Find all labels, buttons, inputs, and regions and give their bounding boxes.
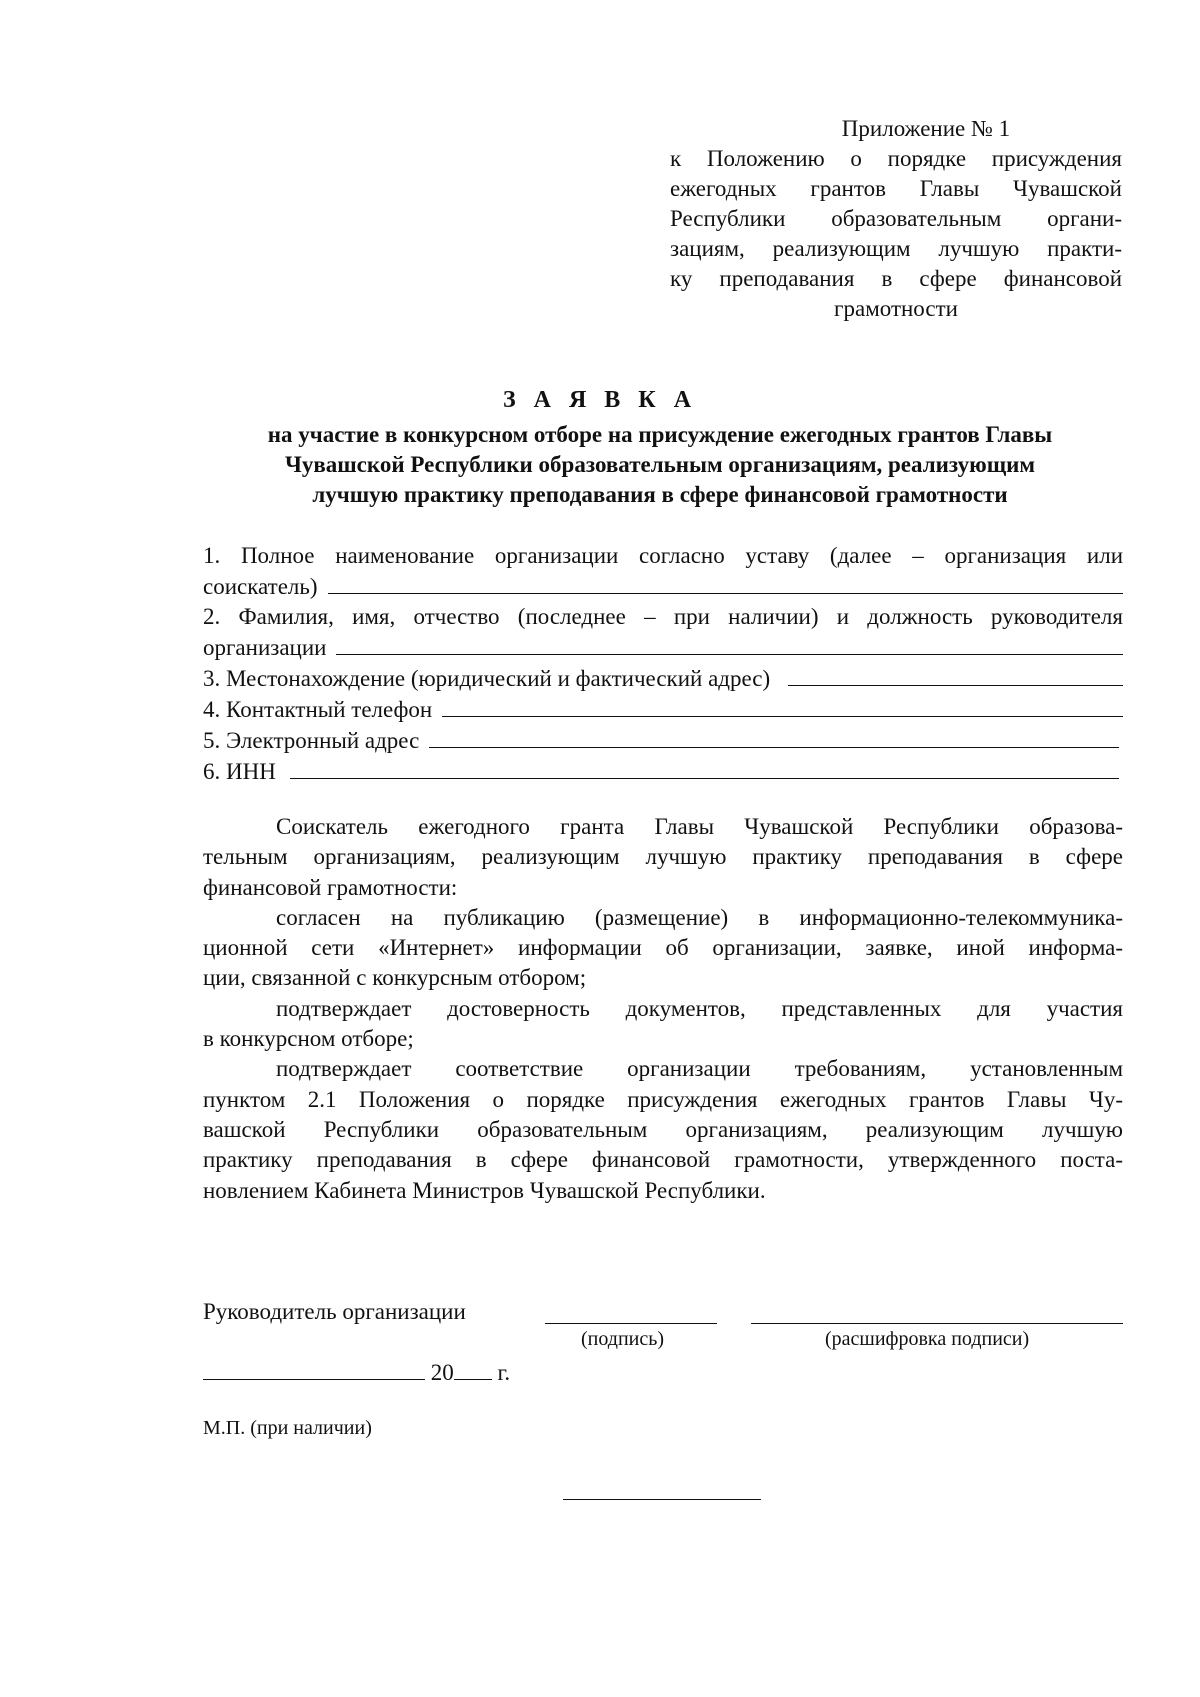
appendix-line: грамотности [834, 296, 958, 321]
field-head-label: 2. Фамилия, имя, отчество (последнее – при наличии) и должность руководителя [203, 604, 1123, 629]
appendix-line: ку преподавания в сфере финансовой [670, 266, 1122, 291]
date-year-prefix: 20 [430, 1360, 454, 1385]
field-address-label: 3. Местонахождение (юридический и фактический адрес) [203, 666, 771, 691]
signature-label: Руководитель организации [203, 1299, 466, 1324]
closing-rule [563, 1499, 761, 1500]
subtitle-line: на участие в конкурсном отборе на присуждение ежегодных грантов Главы [267, 422, 1053, 447]
field-phone-label: 4. Контактный телефон [203, 697, 433, 722]
field-org-name-label: 1. Полное наименование организации согласно уставу (далее – организация или [203, 543, 1123, 568]
subtitle-line: Чувашской Республики образовательным организациям, реализующим [284, 452, 1036, 477]
statement-line: подтверждает соответствие организации требованиям, установленным [276, 1056, 1123, 1082]
stamp-label: М.П. (при наличии) [203, 1417, 372, 1439]
field-head-label-cont: организации [203, 635, 327, 660]
field-head-blank[interactable] [336, 632, 1123, 655]
statement-line: новлением Кабинета Министров Чувашской Республики. [203, 1177, 766, 1203]
statement-line: финансовой грамотности: [203, 874, 458, 900]
field-inn-label: 6. ИНН [203, 759, 276, 784]
statement-line: пунктом 2.1 Положения о порядке присуждения ежегодных грантов Главы Чу- [203, 1086, 1123, 1112]
statement-line: тельным организациям, реализующим лучшую практику преподавания в сфере [203, 844, 1123, 870]
statement-line: подтверждает достоверность документов, представленных для участия [276, 995, 1123, 1021]
field-head [203, 632, 1123, 663]
field-address [203, 663, 1123, 694]
field-org-name-blank[interactable] [328, 571, 1123, 594]
document-title: З А Я В К А [502, 387, 698, 413]
statement-line: ционной сети «Интернет» информации об организации, заявке, иной информа- [203, 935, 1123, 961]
field-phone [203, 694, 1123, 725]
date-suffix: г. [497, 1360, 511, 1385]
statement-line: практику преподавания в сфере финансовой грамотности, утвержденного поста- [203, 1147, 1123, 1173]
signature-caption: (подпись) [581, 1328, 665, 1350]
signature-decode-blank[interactable] [751, 1323, 1123, 1324]
field-address-blank[interactable] [788, 663, 1123, 686]
field-email-label: 5. Электронный адрес [203, 728, 420, 753]
field-phone-blank[interactable] [442, 694, 1123, 717]
date-day-month-blank[interactable] [203, 1357, 425, 1380]
field-inn-blank[interactable] [290, 756, 1119, 779]
field-org-name [203, 571, 1123, 602]
appendix-line: зациям, реализующим лучшую практи- [670, 236, 1122, 261]
signature-decode-caption: (расшифровка подписи) [825, 1328, 1030, 1350]
statement-line: ции, связанной с конкурсным отбором; [203, 965, 587, 991]
appendix-line: к Положению о порядке присуждения [670, 146, 1122, 171]
signature-block [203, 1297, 1123, 1427]
appendix-block [670, 114, 1122, 324]
appendix-line: ежегодных грантов Главы Чувашской [670, 176, 1122, 201]
date-line [203, 1357, 510, 1388]
statement-line: в конкурсном отборе; [203, 1026, 414, 1052]
signature-blank[interactable] [545, 1323, 717, 1324]
field-org-name-label-cont: соискатель) [203, 574, 318, 599]
field-inn [203, 756, 1123, 787]
statement-line: Соискатель ежегодного гранта Главы Чувашской Республики образова- [276, 814, 1123, 839]
statement-line: вашской Республики образовательным организациям, реализующим лучшую [203, 1116, 1123, 1142]
field-email [203, 725, 1123, 756]
field-email-blank[interactable] [429, 725, 1119, 748]
appendix-title: Приложение № 1 [841, 116, 1011, 141]
subtitle-line: лучшую практику преподавания в сфере финансовой грамотности [312, 482, 1008, 507]
appendix-line: Республики образовательным органи- [670, 206, 1122, 231]
date-year-blank[interactable] [454, 1357, 492, 1380]
application-fields [203, 541, 1123, 787]
document-subtitle [200, 420, 1120, 510]
statement-line: согласен на публикацию (размещение) в информационно-телекоммуника- [276, 904, 1123, 930]
statement-paragraph [203, 812, 1123, 1206]
